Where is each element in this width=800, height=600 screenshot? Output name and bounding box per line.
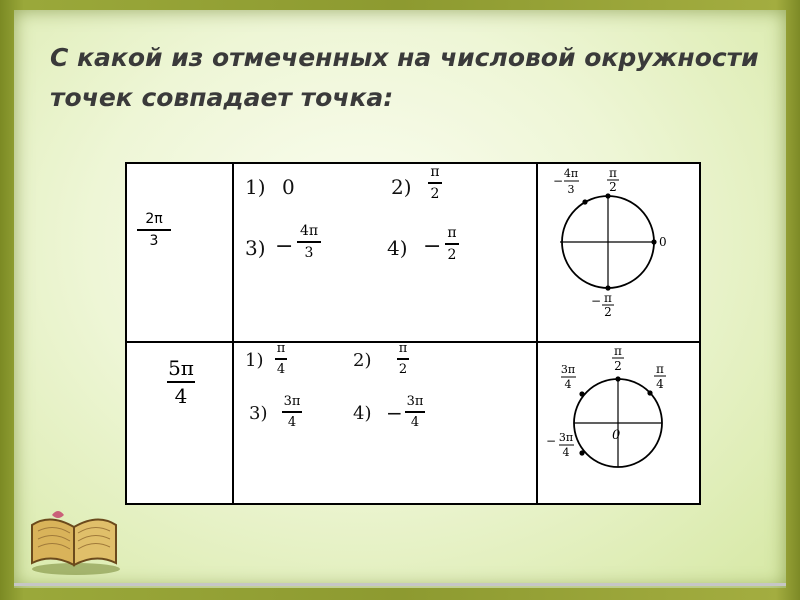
row2-option2-label: 2)	[353, 350, 372, 371]
row1-option1-value: 0	[282, 175, 295, 199]
row2-point-lower-left	[579, 450, 584, 455]
row2-label-ll-num: 3π	[558, 431, 574, 444]
row1-label-right: 0	[659, 235, 667, 249]
row2-point-denominator: 4	[174, 383, 188, 408]
question-title	[50, 38, 770, 118]
row2-option1-value: π 4	[276, 341, 286, 377]
row1-label-ul-num: 4π	[563, 167, 579, 180]
row2-option4-sign: −	[386, 401, 403, 425]
row1-option3-value: 4π 3	[297, 224, 321, 260]
row2-option3-label: 3)	[249, 403, 268, 424]
title-line-1: С какой из отмеченных на числовой окружности	[50, 43, 759, 72]
open-book-icon	[24, 505, 124, 577]
row2-label-top-num: π	[614, 344, 622, 358]
row1-option4-value: π 2	[445, 226, 459, 262]
row1-label-top-num: π	[609, 166, 617, 180]
table-col-divider-1	[232, 162, 234, 505]
table-border-right	[699, 162, 701, 505]
row2-point-top	[615, 376, 620, 381]
row2-label-ur-den: 4	[656, 377, 664, 391]
row1-option3-label: 3)	[245, 236, 266, 260]
task-table	[125, 162, 701, 505]
row1-option4-sign: −	[423, 234, 442, 259]
row1-option2-label: 2)	[391, 175, 412, 199]
row1-label-ul-sign: −	[552, 174, 564, 188]
row2-point-numerator: 5π	[168, 356, 194, 380]
row1-point	[137, 212, 171, 248]
row2-option4-value: 3π 4	[406, 394, 424, 430]
row2-label-ul-den: 4	[564, 378, 572, 391]
row1-point-bottom	[605, 285, 610, 290]
row1-point-right	[651, 239, 656, 244]
row2-option3-value: 3π 4	[283, 394, 301, 430]
row2-label-ll-sign: −	[545, 434, 557, 448]
row1-option1-label: 1)	[245, 175, 266, 199]
row1-point-denominator: 3	[149, 232, 159, 249]
row2-label-top-den: 2	[614, 359, 622, 373]
slide-bottom-line	[14, 583, 786, 586]
row1-label-bottom-den: 2	[604, 305, 612, 319]
row1-number-circle	[538, 164, 698, 340]
row2-option2-value: π 2	[398, 341, 408, 377]
row2-label-ur-num: π	[656, 362, 664, 376]
row2-point-upper-right	[647, 390, 652, 395]
row1-point-upper-left	[582, 199, 587, 204]
row1-point-top	[605, 193, 610, 198]
row1-option3-sign: −	[275, 234, 294, 259]
row1-label-bottom-sign: −	[590, 294, 602, 308]
row1-point-numerator: 2π	[145, 211, 163, 227]
row1-option4-label: 4)	[387, 236, 408, 260]
row1-label-bottom-num: π	[604, 291, 612, 305]
row2-label-center: 0	[612, 428, 621, 443]
row2-label-ul-num: 3π	[560, 363, 576, 376]
row2-point-upper-left	[579, 391, 584, 396]
title-line-2: точек совпадает точка:	[50, 83, 394, 112]
row1-option2-value: π 2	[428, 165, 442, 201]
row2-option4-label: 4)	[353, 403, 372, 424]
row2-label-ll-den: 4	[562, 446, 570, 459]
row2-point	[167, 358, 195, 406]
row2-number-circle	[538, 343, 698, 503]
row1-label-ul-den: 3	[567, 183, 575, 196]
table-border-bottom	[125, 503, 701, 505]
table-border-left	[125, 162, 127, 505]
row1-label-top-den: 2	[609, 180, 617, 194]
row2-option1-label: 1)	[245, 350, 264, 371]
